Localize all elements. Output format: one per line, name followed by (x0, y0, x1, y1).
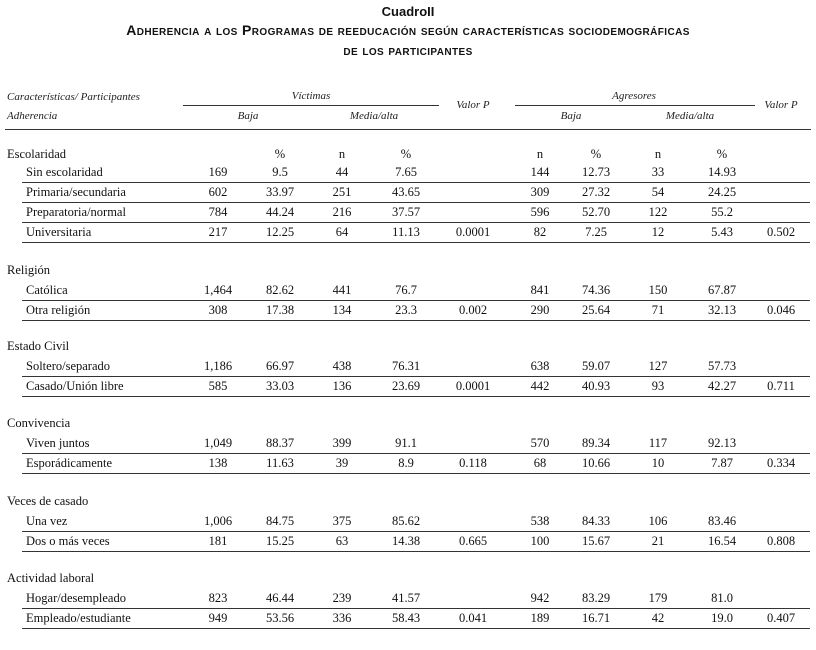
table-cell: 17.38 (265, 303, 295, 317)
header-rule (5, 129, 811, 130)
table-cell: 1,186 (203, 359, 233, 373)
row-label-header: Características/ Participantes (7, 91, 140, 103)
table-cell: 538 (530, 514, 550, 528)
table-cell: 43.65 (391, 185, 421, 199)
table-cell: 127 (648, 359, 668, 373)
row-label: Preparatoria/normal (26, 205, 126, 219)
table-cell: 11.63 (266, 456, 294, 470)
row-rule (22, 202, 810, 203)
table-cell: 309 (530, 185, 550, 199)
aggressors-rule (515, 105, 755, 106)
table-cell: 136 (332, 379, 352, 393)
row-rule (22, 182, 810, 183)
row-rule (22, 300, 810, 301)
table-cell: 12.25 (265, 225, 295, 239)
table-cell: 33.97 (265, 185, 295, 199)
table-cell: 53.56 (265, 611, 295, 625)
table-cell: 179 (648, 591, 668, 605)
table-cell: 76.31 (391, 359, 421, 373)
table-cell: 217 (208, 225, 228, 239)
section-label: Convivencia (7, 416, 71, 430)
table-cell: 46.44 (265, 591, 295, 605)
table-cell: 841 (530, 283, 550, 297)
section-label: Religión (7, 263, 51, 277)
table-cell: 442 (530, 379, 550, 393)
subheader-cell: % (274, 147, 286, 161)
table-cell: 10 (651, 456, 665, 470)
table-cell: 66.97 (265, 359, 295, 373)
row-label: Sin escolaridad (26, 165, 103, 179)
row-rule (22, 396, 810, 397)
table-cell: 89.34 (581, 436, 611, 450)
table-cell: 63 (335, 534, 349, 548)
row-rule (22, 531, 810, 532)
table-cell: 1,049 (203, 436, 233, 450)
row-label: Primaria/secundaria (26, 185, 126, 199)
table-cell: 12.73 (581, 165, 611, 179)
table-cell: 106 (648, 514, 668, 528)
table-cell: 15.67 (581, 534, 611, 548)
table-cell: 33 (651, 165, 665, 179)
table-cell: 0.711 (767, 379, 795, 393)
table-cell: 169 (208, 165, 228, 179)
table-caption: CuadroII (381, 4, 435, 19)
table-cell: 71 (651, 303, 665, 317)
row-rule (22, 320, 810, 321)
table-cell: 40.93 (581, 379, 611, 393)
table-cell: 16.54 (707, 534, 737, 548)
table-cell: 0.118 (459, 456, 487, 470)
table-cell: 85.62 (391, 514, 421, 528)
table-cell: 15.25 (265, 534, 295, 548)
section-label: Veces de casado (7, 494, 89, 508)
table-cell: 41.57 (391, 591, 421, 605)
table-cell: 82 (533, 225, 547, 239)
table-cell: 76.7 (395, 283, 417, 297)
table-cell: 5.43 (711, 225, 733, 239)
subheader-cell: n (536, 147, 544, 161)
table-cell: 0.002 (458, 303, 488, 317)
table-cell: 27.32 (581, 185, 611, 199)
table-cell: 14.38 (391, 534, 421, 548)
table-cell: 32.13 (707, 303, 737, 317)
victims-pvalue-header: Valor P (456, 99, 490, 111)
table-cell: 602 (208, 185, 228, 199)
table-cell: 138 (208, 456, 228, 470)
row-label: Casado/Unión libre (26, 379, 124, 393)
row-rule (22, 222, 810, 223)
table-cell: 7.87 (711, 456, 733, 470)
row-rule (22, 608, 810, 609)
table-cell: 0.407 (766, 611, 796, 625)
section-label: Estado Civil (7, 339, 70, 353)
row-label: Empleado/estudiante (26, 611, 131, 625)
subheader-cell: % (590, 147, 602, 161)
table-cell: 58.43 (391, 611, 421, 625)
row-rule (22, 551, 810, 552)
table-cell: 92.13 (707, 436, 737, 450)
table-cell: 251 (332, 185, 352, 199)
table-cell: 942 (530, 591, 550, 605)
table-cell: 375 (332, 514, 352, 528)
row-rule (22, 242, 810, 243)
table-cell: 0.041 (458, 611, 488, 625)
table-cell: 23.69 (391, 379, 421, 393)
table-cell: 570 (530, 436, 550, 450)
table-cell: 93 (651, 379, 665, 393)
table-cell: 784 (208, 205, 228, 219)
table-cell: 67.87 (707, 283, 737, 297)
table-cell: 239 (332, 591, 352, 605)
section-label: Escolaridad (7, 147, 67, 161)
row-rule (22, 628, 810, 629)
victims-midhigh-header: Media/alta (349, 110, 399, 122)
table-cell: 585 (208, 379, 228, 393)
table-cell: 0.502 (766, 225, 796, 239)
row-label: Católica (26, 283, 68, 297)
table-cell: 1,464 (203, 283, 233, 297)
table-cell: 52.70 (581, 205, 611, 219)
table-cell: 55.2 (711, 205, 733, 219)
table-cell: 19.0 (711, 611, 733, 625)
row-label: Otra religión (26, 303, 91, 317)
table-cell: 9.5 (272, 165, 288, 179)
table-cell: 14.93 (707, 165, 737, 179)
table-cell: 82.62 (265, 283, 295, 297)
table-cell: 823 (208, 591, 228, 605)
table-cell: 12 (651, 225, 665, 239)
subheader-cell: % (400, 147, 412, 161)
table-cell: 11.13 (392, 225, 420, 239)
table-cell: 42 (651, 611, 665, 625)
row-label: Viven juntos (26, 436, 90, 450)
table-cell: 16.71 (581, 611, 611, 625)
table-cell: 25.64 (581, 303, 611, 317)
table-cell: 24.25 (707, 185, 737, 199)
aggressors-header: Agresores (612, 90, 656, 102)
row-label: Dos o más veces (26, 534, 110, 548)
table-cell: 83.29 (581, 591, 611, 605)
table-cell: 122 (648, 205, 668, 219)
table-cell: 10.66 (581, 456, 611, 470)
table-cell: 8.9 (398, 456, 414, 470)
aggressors-midhigh-header: Media/alta (665, 110, 715, 122)
table-cell: 42.27 (707, 379, 737, 393)
table-cell: 33.03 (265, 379, 295, 393)
table-cell: 59.07 (581, 359, 611, 373)
row-rule (22, 376, 810, 377)
table-cell: 0.665 (458, 534, 488, 548)
table-cell: 91.1 (395, 436, 417, 450)
section-label: Actividad laboral (7, 571, 95, 585)
table-cell: 44 (335, 165, 349, 179)
row-rule (22, 453, 810, 454)
table-cell: 596 (530, 205, 550, 219)
aggressors-low-header: Baja (560, 110, 582, 122)
table-cell: 290 (530, 303, 550, 317)
table-cell: 39 (335, 456, 349, 470)
victims-low-header: Baja (237, 110, 259, 122)
table-cell: 0.334 (766, 456, 796, 470)
table-cell: 134 (332, 303, 352, 317)
subheader-cell: % (716, 147, 728, 161)
victims-header: Víctimas (291, 90, 331, 102)
table-cell: 88.37 (265, 436, 295, 450)
table-cell: 949 (208, 611, 228, 625)
table-cell: 150 (648, 283, 668, 297)
table-cell: 37.57 (391, 205, 421, 219)
table-cell: 438 (332, 359, 352, 373)
table-cell: 308 (208, 303, 228, 317)
table-cell: 1,006 (203, 514, 233, 528)
table-cell: 0.808 (766, 534, 796, 548)
row-label: Soltero/separado (26, 359, 111, 373)
row-label: Esporádicamente (26, 456, 113, 470)
table-cell: 0.0001 (455, 379, 491, 393)
table-cell: 336 (332, 611, 352, 625)
table-cell: 0.046 (766, 303, 796, 317)
table-cell: 84.33 (581, 514, 611, 528)
table-cell: 216 (332, 205, 352, 219)
subheader-cell: n (654, 147, 662, 161)
table-cell: 23.3 (395, 303, 417, 317)
row-label: Universitaria (26, 225, 92, 239)
table-cell: 117 (648, 436, 668, 450)
table-title-line-2: de los participantes (343, 42, 473, 58)
table-cell: 74.36 (581, 283, 611, 297)
table-cell: 189 (530, 611, 550, 625)
table-cell: 83.46 (707, 514, 737, 528)
table-cell: 68 (533, 456, 547, 470)
table-cell: 57.73 (707, 359, 737, 373)
table-cell: 64 (335, 225, 349, 239)
row-label: Hogar/desempleado (26, 591, 126, 605)
table-cell: 100 (530, 534, 550, 548)
table-cell: 54 (651, 185, 665, 199)
table-cell: 638 (530, 359, 550, 373)
table-cell: 399 (332, 436, 352, 450)
table-cell: 181 (208, 534, 228, 548)
row-rule (22, 473, 810, 474)
row-label: Una vez (26, 514, 68, 528)
table-cell: 44.24 (265, 205, 295, 219)
table-cell: 21 (651, 534, 665, 548)
table-title-line-1: Adherencia a los Programas de reeducación según características sociodemográficas (126, 22, 690, 38)
table-cell: 144 (530, 165, 550, 179)
aggressors-pvalue-header: Valor P (764, 99, 798, 111)
adherence-header: Adherencia (7, 110, 58, 122)
victims-rule (183, 105, 439, 106)
table-cell: 0.0001 (455, 225, 491, 239)
table-cell: 81.0 (711, 591, 733, 605)
table-cell: 441 (332, 283, 352, 297)
table-cell: 7.25 (585, 225, 607, 239)
table-cell: 84.75 (265, 514, 295, 528)
subheader-cell: n (338, 147, 346, 161)
table-cell: 7.65 (395, 165, 417, 179)
